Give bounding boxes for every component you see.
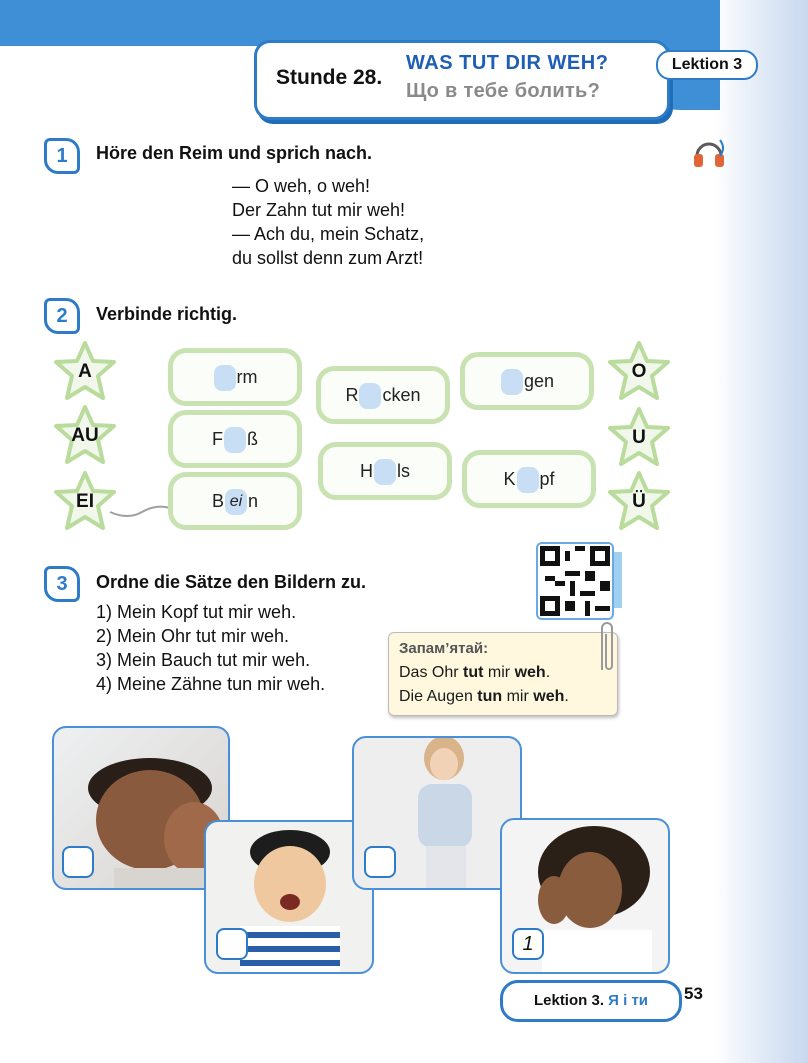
sentence-item: 4) Meine Zähne tun mir weh. bbox=[96, 674, 326, 694]
exercise-1-number: 1 bbox=[44, 138, 80, 174]
exercise-3-number: 3 bbox=[44, 566, 80, 602]
qr-code[interactable] bbox=[536, 542, 614, 620]
footer-lektion: Lektion 3. Я і ти bbox=[500, 980, 682, 1022]
note-line-1: Das Ohr tut mir weh. bbox=[399, 664, 551, 681]
answer-box-3[interactable] bbox=[364, 846, 396, 878]
side-gradient-band bbox=[715, 0, 808, 1063]
word-card-kopf[interactable]: K pf bbox=[462, 450, 596, 508]
star-u[interactable] bbox=[606, 406, 672, 468]
sentence-list bbox=[96, 600, 325, 696]
title-german: WAS TUT DIR WEH? bbox=[406, 52, 609, 74]
rhyme-line: du sollst denn zum Arzt! bbox=[232, 248, 424, 268]
word-card-arm[interactable]: rm bbox=[168, 348, 302, 406]
footer-topic: Я і ти bbox=[608, 992, 649, 1009]
word-card-augen[interactable]: gen bbox=[460, 352, 594, 410]
word-card-hals[interactable]: H ls bbox=[318, 442, 452, 500]
star-label: AU bbox=[71, 425, 99, 446]
missing-letter-blob bbox=[517, 467, 539, 493]
star-o[interactable] bbox=[606, 340, 672, 402]
lektion-badge: Lektion 3 bbox=[656, 50, 758, 80]
rhyme-line: — Ach du, mein Schatz, bbox=[232, 224, 425, 244]
missing-letter-blob bbox=[359, 383, 381, 409]
answer-box-1[interactable] bbox=[62, 846, 94, 878]
sentence-item: 3) Mein Bauch tut mir weh. bbox=[96, 650, 311, 670]
star-label: EI bbox=[76, 491, 94, 512]
rhyme-text bbox=[232, 174, 424, 270]
rhyme-line: Der Zahn tut mir weh! bbox=[232, 200, 406, 220]
exercise-3-title: Ordne die Sätze den Bildern zu. bbox=[96, 572, 367, 592]
note-line-2: Die Augen tun mir weh. bbox=[399, 688, 569, 705]
paperclip-icon bbox=[596, 618, 616, 678]
missing-letter-blob bbox=[224, 427, 246, 453]
answer-box-4[interactable]: 1 bbox=[512, 928, 544, 960]
star-label: A bbox=[78, 361, 92, 382]
word-card-fuss[interactable]: F ß bbox=[168, 410, 302, 468]
remember-note bbox=[388, 632, 618, 716]
star-au[interactable] bbox=[52, 404, 118, 466]
missing-letter-blob bbox=[214, 365, 236, 391]
headphones-icon[interactable] bbox=[690, 134, 728, 172]
sentence-item: 2) Mein Ohr tut mir weh. bbox=[96, 626, 290, 646]
connector-line bbox=[108, 500, 172, 520]
exercise-2-title: Verbinde richtig. bbox=[96, 304, 238, 324]
star-ue[interactable] bbox=[606, 470, 672, 532]
word-card-bein[interactable]: B ei n bbox=[168, 472, 302, 530]
star-label: U bbox=[632, 427, 646, 448]
missing-letter-blob bbox=[501, 369, 523, 395]
answer-box-2[interactable] bbox=[216, 928, 248, 960]
title-ukrainian: Що в тебе болить? bbox=[406, 80, 601, 102]
sentence-item: 1) Mein Kopf tut mir weh. bbox=[96, 602, 297, 622]
filled-letter-blob: ei bbox=[225, 489, 247, 515]
exercise-1-title: Höre den Reim und sprich nach. bbox=[96, 143, 373, 163]
missing-letter-blob bbox=[374, 459, 396, 485]
note-heading: Запам’ятай: bbox=[399, 640, 489, 657]
word-card-ruecken[interactable]: R cken bbox=[316, 366, 450, 424]
lesson-number: Stunde 28. bbox=[276, 66, 383, 89]
star-label: Ü bbox=[632, 491, 646, 512]
exercise-2-number: 2 bbox=[44, 298, 80, 334]
rhyme-line: — O weh, o weh! bbox=[232, 176, 371, 196]
page-number: 53 bbox=[684, 984, 703, 1003]
star-a[interactable] bbox=[52, 340, 118, 402]
star-label: O bbox=[631, 361, 647, 382]
